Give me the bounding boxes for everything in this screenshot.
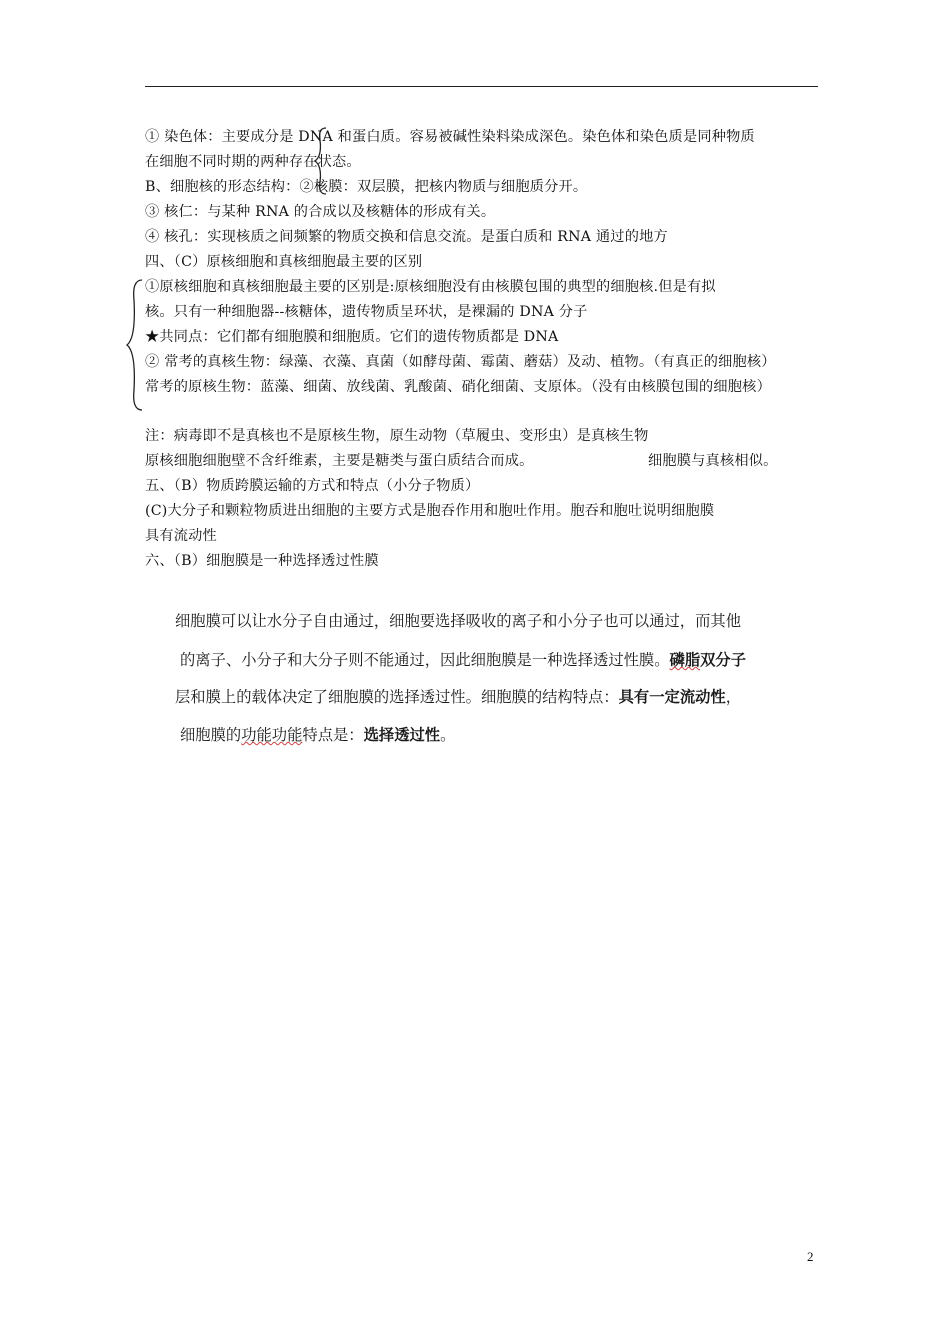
text-line-3: B、细胞核的形态结构：②核膜：双层膜，把核内物质与细胞质分开。 xyxy=(145,179,588,195)
image-text-2a: 的离子、小分子和大分子则不能通过，因此细胞膜是一种选择透过性膜。 xyxy=(180,651,670,669)
image-text-4d: 选择透过性 xyxy=(363,726,441,744)
text-line-13b: 细胞膜与真核相似。 xyxy=(648,453,778,469)
text-line-7: ①原核细胞和真核细胞最主要的区别是:原核细胞没有由核膜包围的典型的细胞核.但是有拟 xyxy=(145,279,716,295)
brace-large xyxy=(124,278,146,412)
image-text-4a: 细胞膜的 xyxy=(180,726,242,744)
note-line: 注：病毒即不是真核也不是原核生物，原生动物（草履虫、变形虫）是真核生物 xyxy=(145,428,649,444)
text-line-2: 在细胞不同时期的两种存在状态。 xyxy=(145,154,361,170)
text-line-11: 常考的原核生物：蓝藻、细菌、放线菌、乳酸菌、硝化细菌、支原体。（没有由核膜包围的细胞核） xyxy=(145,379,771,395)
image-line-2 xyxy=(180,649,746,671)
page-number: 2 xyxy=(807,1249,814,1264)
text-line-8: 核。只有一种细胞器--核糖体，遗传物质呈环状，是裸漏的 DNA 分子 xyxy=(145,304,588,320)
section-heading-4: 四、（C）原核细胞和真核细胞最主要的区别 xyxy=(145,254,423,270)
image-text-3b: 具有一定流动性 xyxy=(618,688,726,706)
header-rule xyxy=(145,86,818,87)
embedded-text-image xyxy=(160,600,820,755)
section-heading-5: 五、（B）物质跨膜运输的方式和特点（小分子物质） xyxy=(145,478,480,494)
text-line-5: ④ 核孔：实现核质之间频繁的物质交换和信息交流。是蛋白质和 RNA 通过的地方 xyxy=(145,229,668,245)
image-text-2c: 双分子 xyxy=(700,651,747,669)
text-line-15: (C)大分子和颗粒物质进出细胞的主要方式是胞吞作用和胞吐作用。胞吞和胞吐说明细胞膜 xyxy=(145,503,715,519)
image-text-2b: 磷脂 xyxy=(669,651,701,669)
image-text-1: 细胞膜可以让水分子自由通过，细胞要选择吸收的离子和小分子也可以通过，而其他 xyxy=(175,612,741,630)
text-line-4: ③ 核仁：与某种 RNA 的合成以及核糖体的形成有关。 xyxy=(145,204,496,220)
image-text-3c: ， xyxy=(725,688,742,706)
image-line-4 xyxy=(180,724,455,746)
image-text-3a: 层和膜上的载体决定了细胞膜的选择透过性。细胞膜的结构特点： xyxy=(175,688,619,706)
text-line-10: ② 常考的真核生物：绿藻、衣藻、真菌（如酵母菌、霉菌、蘑菇）及动、植物。（有真正的细胞核） xyxy=(145,354,776,370)
image-text-4c: 特点是： xyxy=(302,726,364,744)
text-line-16: 具有流动性 xyxy=(145,528,217,544)
image-text-4b: 功能功能 xyxy=(241,726,303,744)
image-text-4e: 。 xyxy=(440,726,456,744)
image-line-3 xyxy=(175,686,741,708)
text-line-13a: 原核细胞细胞壁不含纤维素，主要是糖类与蛋白质结合而成。 xyxy=(145,453,534,469)
text-line-1: ① 染色体：主要成分是 DNA 和蛋白质。容易被碱性染料染成深色。染色体和染色质是同种物质 xyxy=(145,129,755,145)
section-heading-6: 六、（B）细胞膜是一种选择透过性膜 xyxy=(145,553,379,569)
image-line-1 xyxy=(175,610,741,632)
text-line-9: ★共同点：它们都有细胞膜和细胞质。它们的遗传物质都是 DNA xyxy=(145,329,559,345)
